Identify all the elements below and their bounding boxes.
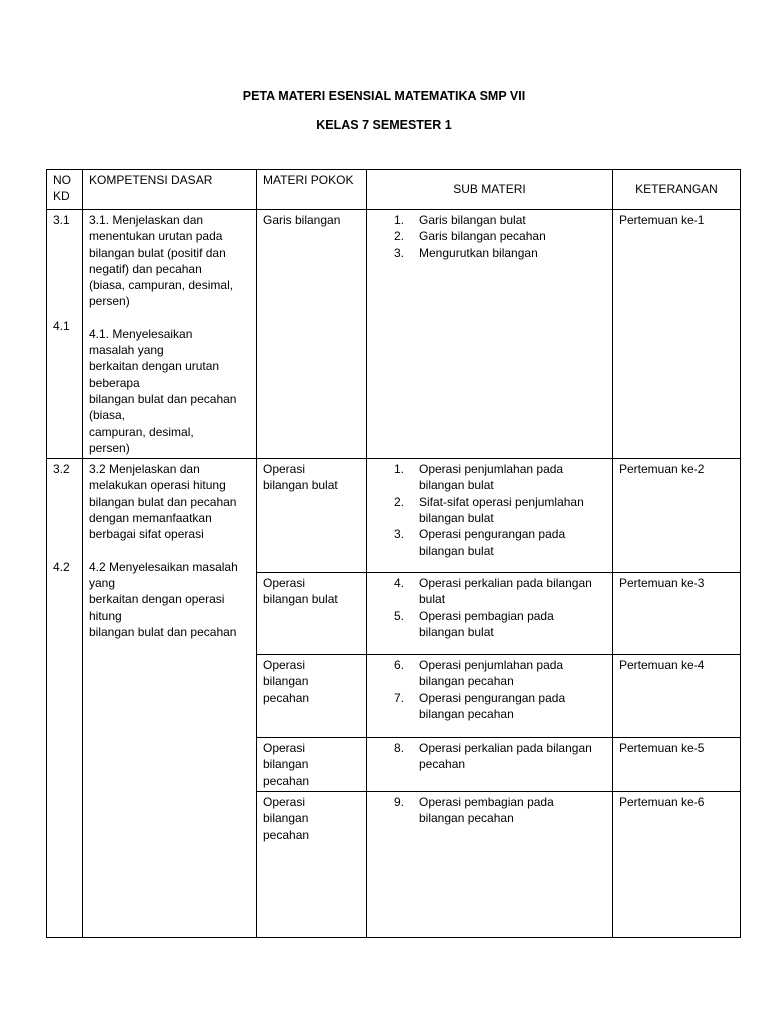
materi-text <box>263 575 360 608</box>
kd-number: 4.2 <box>53 560 70 575</box>
list-number: 8. <box>394 741 405 756</box>
list-item-text: bilangan pecahan <box>419 674 514 689</box>
table-row <box>47 459 741 573</box>
sub-materi-list <box>373 740 606 773</box>
list-item-text: Garis bilangan bulat <box>419 213 526 227</box>
materi-text <box>263 461 360 494</box>
header-sub-materi: SUB MATERI <box>367 170 613 210</box>
list-item-text: bilangan bulat <box>419 543 494 558</box>
cell-keterangan: Pertemuan ke-6 <box>613 792 741 938</box>
text-line: bilangan bulat dan pecahan <box>89 494 237 509</box>
list-number: 5. <box>394 608 405 623</box>
cell-materi-pokok <box>257 655 367 738</box>
list-item <box>373 212 606 228</box>
cell-keterangan: Pertemuan ke-3 <box>613 573 741 655</box>
list-item-text: bilangan pecahan <box>419 811 514 826</box>
list-item-text: bilangan bulat <box>419 625 494 640</box>
text-line: melakukan operasi hitung <box>89 478 226 493</box>
materi-table <box>46 169 741 938</box>
list-item-text: Mengurutkan bilangan <box>419 245 538 260</box>
cell-materi-pokok <box>257 738 367 792</box>
header-kompetensi-dasar: KOMPETENSI DASAR <box>83 170 257 210</box>
text-line: dengan memanfaatkan <box>89 511 212 526</box>
cell-materi-pokok <box>257 573 367 655</box>
text-line: bilangan bulat <box>263 592 338 607</box>
cell-no-kd <box>47 459 83 938</box>
text-line: 4.2 Menyelesaikan masalah <box>89 559 238 574</box>
cell-sub-materi <box>367 210 613 459</box>
sub-materi-list <box>373 575 606 640</box>
materi-text <box>263 212 360 228</box>
list-item-text: Operasi pembagian pada <box>419 795 554 810</box>
text-line: negatif) dan pecahan <box>89 261 202 276</box>
document-subtitle: KELAS 7 SEMESTER 1 <box>316 118 452 132</box>
cell-materi-pokok <box>257 459 367 573</box>
list-item <box>373 794 606 827</box>
list-item-text: Operasi penjumlahan pada <box>419 462 564 477</box>
list-item-text: Operasi pengurangan pada <box>419 527 566 542</box>
cell-keterangan: Pertemuan ke-4 <box>613 655 741 738</box>
text-line: 4.1. Menyelesaikan <box>89 326 193 341</box>
text-line: bilangan <box>263 811 309 826</box>
kd-text <box>89 461 250 542</box>
text-line: Operasi <box>263 795 306 810</box>
list-item <box>373 657 606 690</box>
kd-text <box>89 212 250 310</box>
kd-number: 3.1 <box>53 213 70 227</box>
text-line: Operasi <box>263 658 306 673</box>
cell-sub-materi <box>367 573 613 655</box>
text-line: pecahan <box>263 690 310 705</box>
list-number: 1. <box>394 462 405 477</box>
list-number: 2. <box>394 494 405 509</box>
text-line: persen) <box>89 294 130 309</box>
list-number: 1. <box>394 213 405 227</box>
list-item-text: Operasi pengurangan pada <box>419 690 566 705</box>
list-item-text: bilangan bulat <box>419 478 494 493</box>
text-line: 3.1. Menjelaskan dan <box>89 213 204 227</box>
list-number: 9. <box>394 795 405 810</box>
text-line: bilangan bulat <box>263 478 338 493</box>
header-no-kd-line: NO <box>53 173 71 187</box>
text-line: Operasi <box>263 576 306 591</box>
list-item-text: bilangan pecahan <box>419 707 514 722</box>
kd-text <box>89 559 250 640</box>
list-item <box>373 608 606 641</box>
text-line: hitung <box>89 608 122 623</box>
text-line: 3.2 Menjelaskan dan <box>89 462 200 477</box>
text-line: berkaitan dengan operasi <box>89 592 225 607</box>
sub-materi-list <box>373 461 606 559</box>
cell-kompetensi-dasar <box>83 459 257 938</box>
text-line: bilangan <box>263 757 309 772</box>
text-line: Operasi <box>263 462 306 477</box>
list-number: 4. <box>394 576 405 591</box>
text-line: pecahan <box>263 773 310 788</box>
text-line: bilangan bulat dan pecahan <box>89 391 237 406</box>
text-line: menentukan urutan pada <box>89 229 223 244</box>
header-keterangan: KETERANGAN <box>613 170 741 210</box>
list-item <box>373 690 606 723</box>
text-line: beberapa <box>89 375 140 390</box>
list-item-text: bilangan bulat <box>419 511 494 526</box>
list-item-text: Operasi pembagian pada <box>419 608 554 623</box>
cell-materi-pokok <box>257 792 367 938</box>
header-no-kd <box>47 170 83 210</box>
text-line: (biasa, <box>89 408 126 423</box>
text-line: bilangan <box>263 674 309 689</box>
table-row <box>47 210 741 459</box>
cell-sub-materi <box>367 738 613 792</box>
cell-sub-materi <box>367 655 613 738</box>
list-item-text: bulat <box>419 592 446 607</box>
materi-text <box>263 657 360 706</box>
list-item <box>373 494 606 527</box>
document-title: PETA MATERI ESENSIAL MATEMATIKA SMP VII <box>242 89 526 103</box>
list-number: 6. <box>394 658 405 673</box>
text-line: Garis bilangan <box>263 213 341 227</box>
sub-materi-list <box>373 657 606 722</box>
text-line: bilangan bulat dan pecahan <box>89 624 237 639</box>
text-line: masalah yang <box>89 343 164 358</box>
kd-number: 3.2 <box>53 462 70 477</box>
list-number: 3. <box>394 245 405 260</box>
cell-keterangan: Pertemuan ke-5 <box>613 738 741 792</box>
list-item <box>373 740 606 773</box>
cell-keterangan: Pertemuan ke-1 <box>613 210 741 459</box>
text-line: berkaitan dengan urutan <box>89 359 220 374</box>
list-item-text: Sifat-sifat operasi penjumlahan <box>419 494 584 509</box>
materi-text <box>263 740 360 789</box>
list-item <box>373 245 606 261</box>
list-number: 7. <box>394 690 405 705</box>
text-line: campuran, desimal, <box>89 424 194 439</box>
list-item <box>373 526 606 559</box>
list-number: 3. <box>394 527 405 542</box>
list-item <box>373 228 606 244</box>
list-item-text: Garis bilangan pecahan <box>419 229 546 244</box>
text-line: (biasa, campuran, desimal, <box>89 278 234 293</box>
text-line: bilangan bulat (positif dan <box>89 245 226 260</box>
cell-materi-pokok <box>257 210 367 459</box>
list-item <box>373 575 606 608</box>
header-no-kd-line: KD <box>53 189 70 204</box>
materi-text <box>263 794 360 843</box>
list-number: 2. <box>394 229 405 244</box>
list-item-text: Operasi penjumlahan pada <box>419 658 564 673</box>
list-item-text: pecahan <box>419 757 466 772</box>
cell-sub-materi <box>367 792 613 938</box>
cell-no-kd <box>47 210 83 459</box>
table-header-row <box>47 170 741 210</box>
text-line: yang <box>89 575 116 590</box>
kd-number: 4.1 <box>53 319 70 334</box>
cell-kompetensi-dasar <box>83 210 257 459</box>
cell-sub-materi <box>367 459 613 573</box>
text-line: berbagai sifat operasi <box>89 527 204 542</box>
cell-keterangan: Pertemuan ke-2 <box>613 459 741 573</box>
header-materi-pokok: MATERI POKOK <box>257 170 367 210</box>
text-line: persen) <box>89 440 130 455</box>
sub-materi-list <box>373 212 606 261</box>
kd-text <box>89 326 250 456</box>
list-item-text: Operasi perkalian pada bilangan <box>419 741 592 756</box>
list-item <box>373 461 606 494</box>
text-line: pecahan <box>263 827 310 842</box>
text-line: Operasi <box>263 741 306 756</box>
sub-materi-list <box>373 794 606 827</box>
list-item-text: Operasi perkalian pada bilangan <box>419 576 592 591</box>
